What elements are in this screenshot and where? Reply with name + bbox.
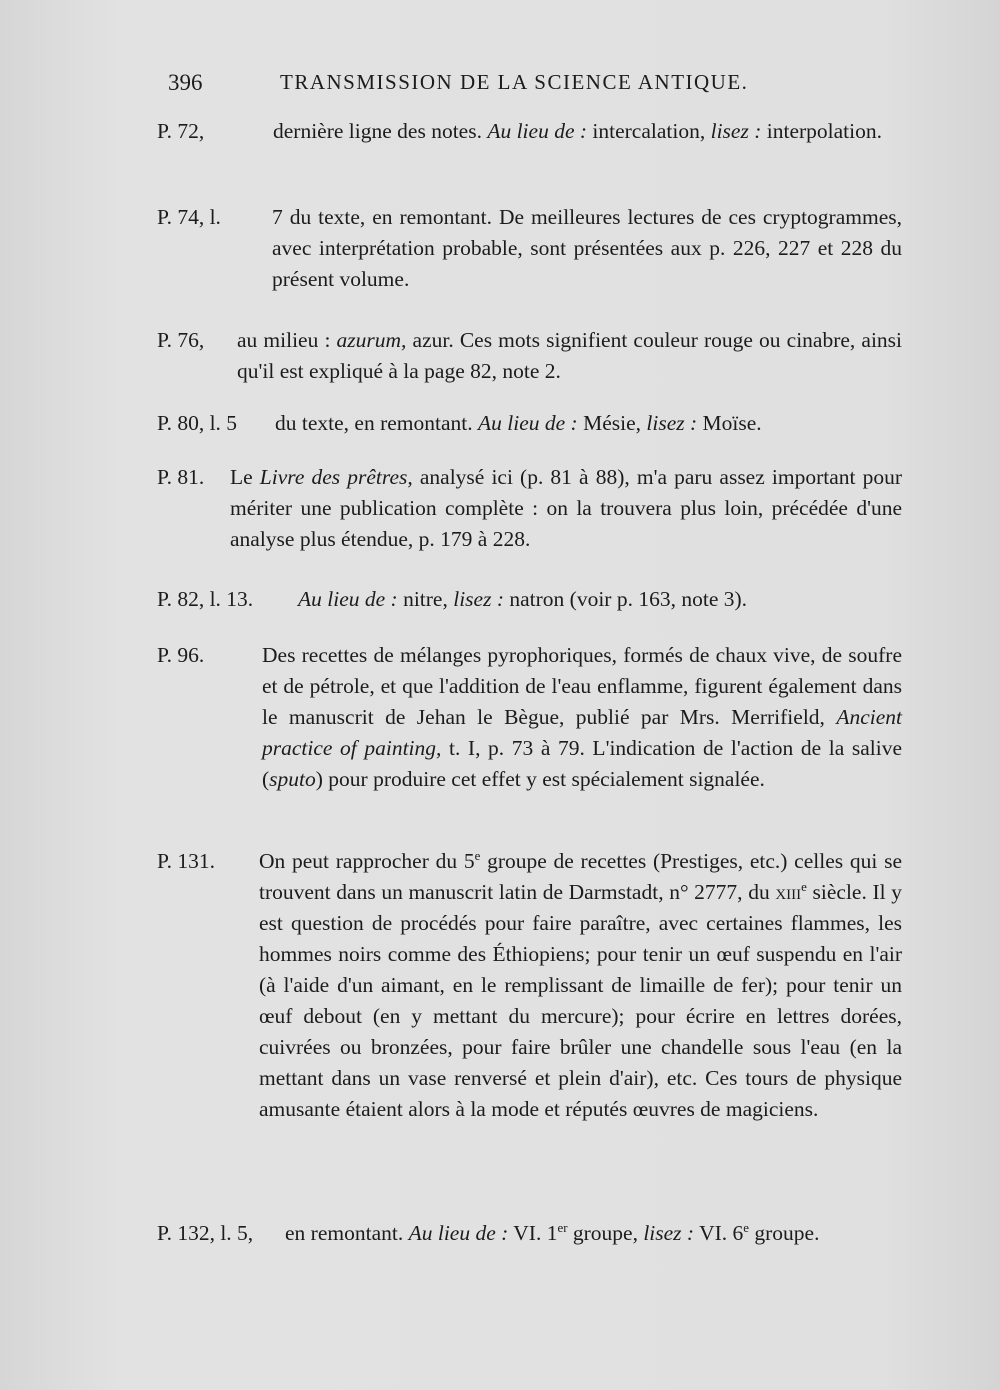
entry-reference: P. 81. [157, 465, 205, 489]
entry-text [272, 202, 902, 295]
entry-segment: VI. 6 [694, 1221, 744, 1245]
entry-italic: Au lieu de : [408, 1221, 509, 1245]
entry-segment: VI. 1 [508, 1221, 558, 1245]
running-title: TRANSMISSION DE LA SCIENCE ANTIQUE. [280, 70, 749, 94]
erratum-entry [157, 408, 902, 439]
page-number: 396 [168, 70, 203, 95]
entry-reference: P. 76, [157, 328, 205, 352]
entry-reference: P. 131. [157, 849, 215, 873]
superscript: er [557, 1220, 568, 1235]
entry-italic: Au lieu de : [298, 587, 398, 611]
entry-segment: dernière ligne des notes. [273, 119, 488, 143]
running-head [168, 70, 808, 104]
erratum-entry [157, 116, 902, 147]
entry-italic: azurum, [336, 328, 407, 352]
erratum-entry [157, 325, 902, 387]
entry-segment: Mésie, [577, 411, 647, 435]
entry-reference: P. 72, [157, 119, 205, 143]
entry-italic: Au lieu de : [487, 119, 588, 143]
entry-reference: P. 82, l. 13. [157, 587, 254, 611]
entry-text [298, 584, 902, 615]
entry-segment: Moïse. [697, 411, 762, 435]
entry-text [285, 1218, 902, 1249]
entry-italic: Livre des prêtres, [259, 465, 413, 489]
entry-italic: lisez : [646, 411, 698, 435]
entry-segment: siècle. Il y est question de procédés pour faire paraître, avec certaines flammes, les hommes noirs comme des Éthiopiens; pour tenir un œuf suspendu en l'air (à l'aide d'un aimant, en le remplissant de limaille de fer); pour tenir un œuf debout (en y mettant du mercure); pour écrire en lettres dorées, cuivrées ou bronzées, pour faire brûler une chandelle sous l'eau (en la mettant dans un vase renversé et plein d'air), etc. Ces tours de physique amusante étaient alors à la mode et réputés œuvres de magiciens. [259, 880, 902, 1121]
entry-segment: 7 du texte, en remontant. De meilleures lectures de ces cryptogrammes, avec interprétation probable, sont présentées aux p. 226, 227 et 228 du présent volume. [272, 205, 902, 291]
superscript: e [801, 879, 807, 894]
entry-segment: Des recettes de mélanges pyrophoriques, formés de chaux vive, de soufre et de pétrole, et que l'addition de l'eau enflamme, figurent également dans le manuscrit de Jehan le Bègue, publié par Mrs. Merrifield, [262, 643, 902, 729]
entry-segment: azur. Ces mots signifient couleur rouge ou cinabre, ainsi qu'il est expliqué à la page 82, note 2. [237, 328, 903, 383]
entry-segment: Le [230, 465, 260, 489]
entry-text [259, 846, 902, 1125]
entry-text [273, 116, 902, 147]
entry-segment: ) pour produire cet effet y est spécialement signalée. [315, 767, 765, 791]
entry-segment: groupe. [749, 1221, 820, 1245]
entry-reference: P. 96. [157, 643, 205, 667]
erratum-entry [157, 1218, 902, 1249]
entry-segment: t. I, p. 73 à 79. L'indication de l'action de la salive ( [262, 736, 902, 791]
entry-reference: P. 74, l. [157, 205, 221, 229]
entry-reference: P. 80, l. 5 [157, 411, 238, 435]
superscript: e [474, 848, 481, 863]
entry-segment: en remontant. [285, 1221, 409, 1245]
entry-italic: lisez : [453, 587, 504, 611]
entry-reference: P. 132, l. 5, [157, 1221, 254, 1245]
entry-segment: groupe, [567, 1221, 644, 1245]
erratum-entry [157, 202, 902, 295]
entry-segment: du texte, en remontant. [275, 411, 478, 435]
entry-italic: lisez : [643, 1221, 695, 1245]
entry-segment: groupe de recettes (Prestiges, etc.) celles qui se trouvent dans un manuscrit latin de Darmstadt, n° 2777, du [259, 849, 902, 904]
erratum-entry [157, 640, 902, 795]
erratum-entry [157, 584, 902, 615]
erratum-entry [157, 462, 902, 555]
small-caps-numeral: xiii [775, 880, 802, 904]
entry-segment: natron (voir p. 163, note 3). [504, 587, 748, 611]
entry-text [262, 640, 902, 795]
entry-segment: nitre, [397, 587, 454, 611]
entry-italic: Ancient practice of painting, [262, 705, 902, 760]
entry-text [275, 408, 902, 439]
entry-segment: interpolation. [761, 119, 882, 143]
entry-segment: On peut rapprocher du 5 [259, 849, 475, 873]
entry-segment: au milieu : [237, 328, 337, 352]
entry-text [237, 325, 902, 387]
entry-segment: analysé ici (p. 81 à 88), m'a paru assez important pour mériter une publication complète : on la trouvera plus loin, précédée d'une analyse plus étendue, p. 179 à 228. [230, 465, 902, 551]
entry-text [230, 462, 902, 555]
erratum-entry [157, 846, 902, 1125]
entry-segment: intercalation, [587, 119, 711, 143]
superscript: e [743, 1220, 750, 1235]
entry-italic: Au lieu de : [478, 411, 578, 435]
entry-italic: lisez : [710, 119, 762, 143]
entry-italic: sputo [269, 767, 316, 791]
